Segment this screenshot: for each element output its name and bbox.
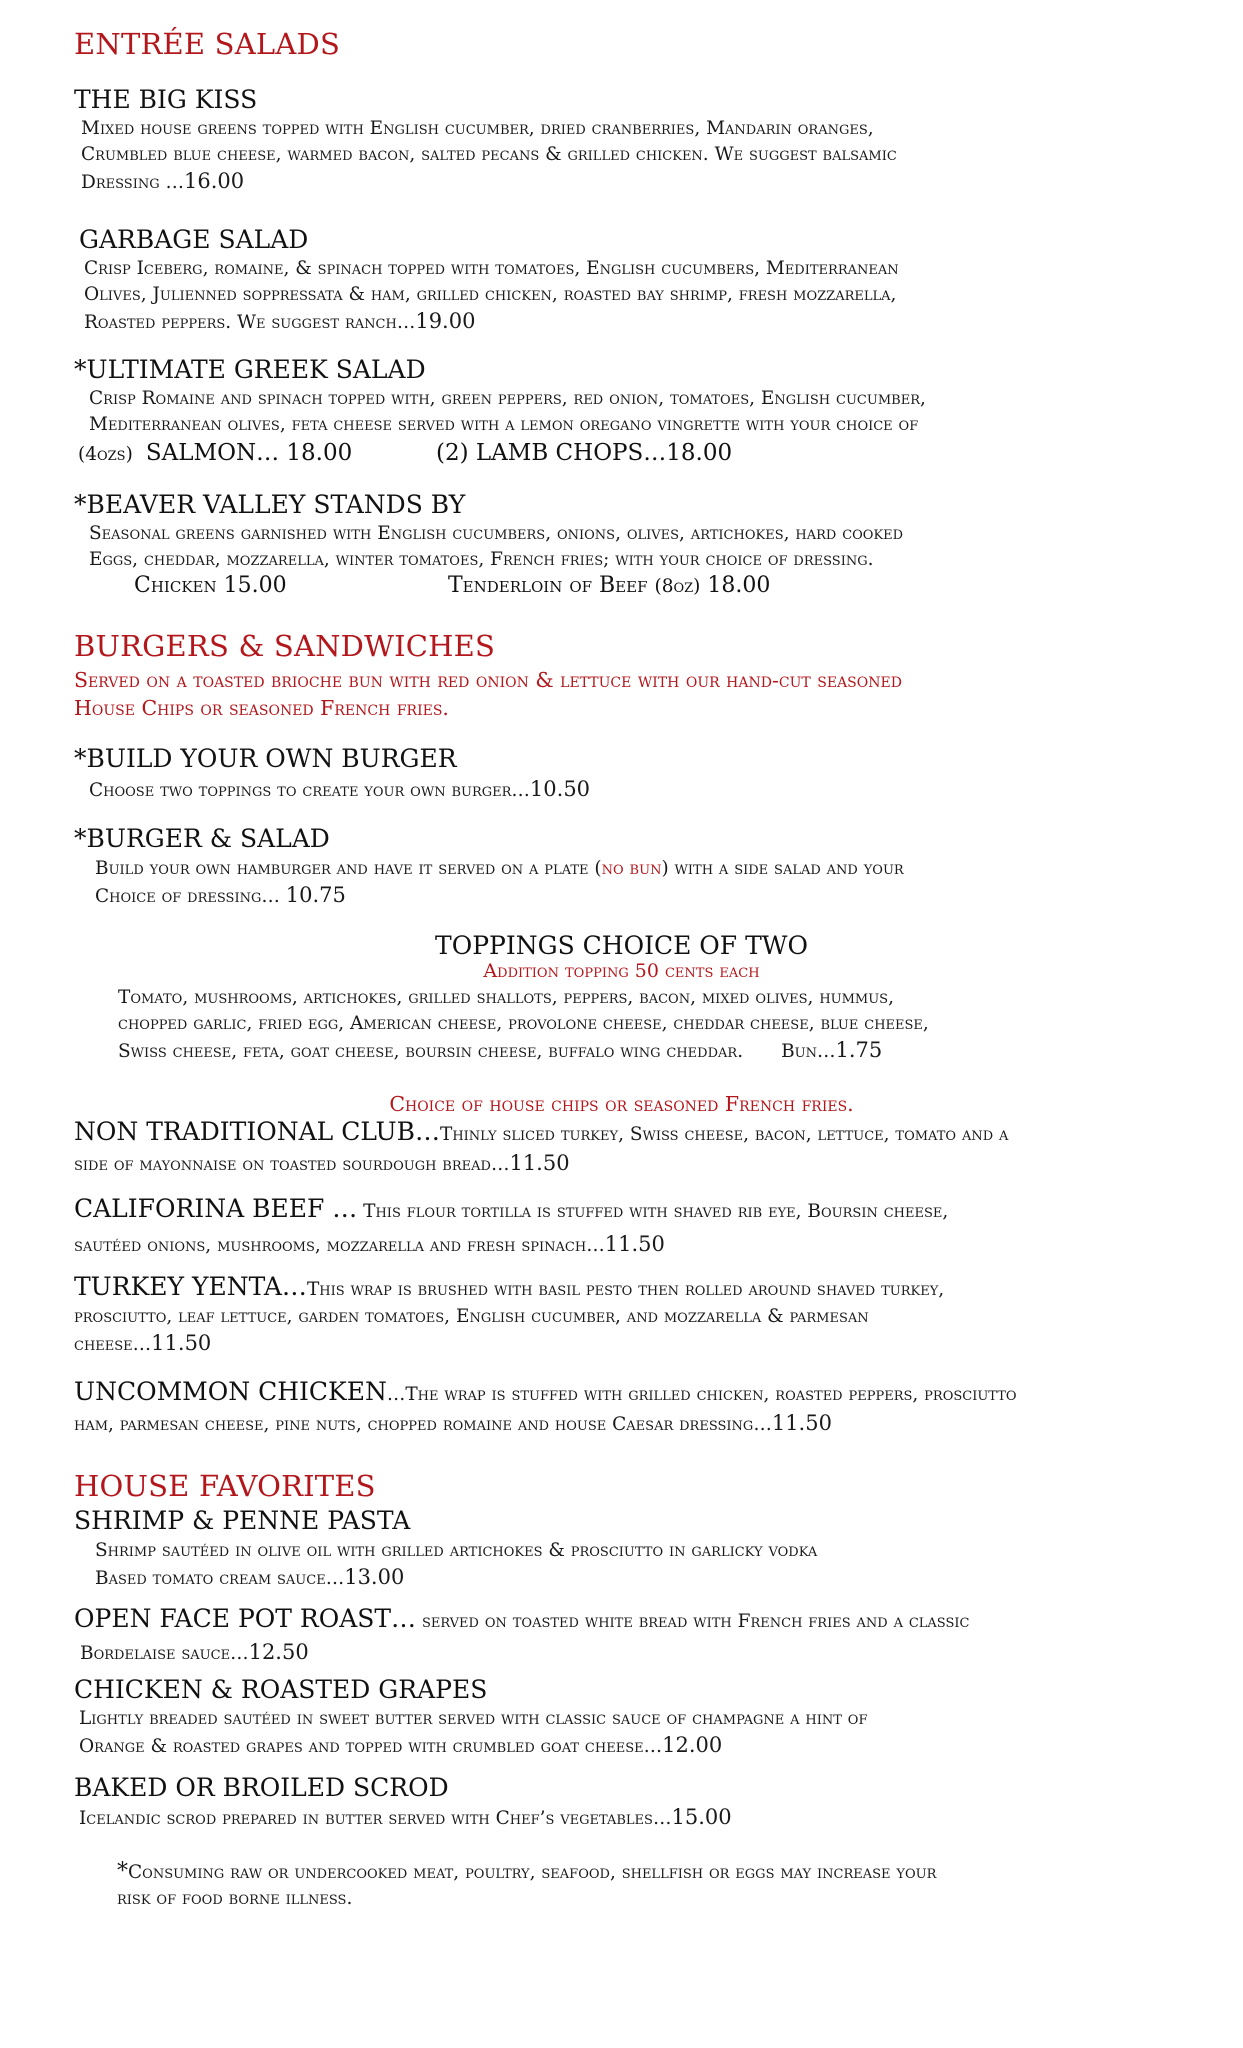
build-burger-description	[89, 776, 590, 804]
beaver-beef-price: 18.00	[707, 573, 771, 598]
scrod-description	[79, 1804, 732, 1832]
house-favorites-heading: HOUSE FAVORITES	[74, 1469, 376, 1503]
entree-salads-heading: ENTRÉE SALADS	[74, 27, 341, 61]
roast-item	[74, 1604, 969, 1669]
beef-line-2: sautéed onions, mushrooms, mozzarella and fresh spinach…	[74, 1235, 605, 1256]
big-kiss-line-1: Mixed house greens topped with English cucumber, dried cranberries, Mandarin oranges,	[81, 118, 874, 139]
club-line-2: side of mayonnaise on toasted sourdough bread…	[74, 1154, 510, 1175]
burgers-intro	[74, 666, 902, 722]
roast-title: OPEN FACE POT ROAST…	[74, 1604, 417, 1633]
yenta-item	[74, 1273, 944, 1358]
build-burger-title: *BUILD YOUR OWN BURGER	[74, 744, 457, 773]
greek-salad-title: *ULTIMATE GREEK SALAD	[74, 355, 426, 384]
scrod-title: BAKED OR BROILED SCROD	[74, 1773, 449, 1802]
grapes-line-2: Orange & roasted grapes and topped with crumbled goat cheese…	[79, 1736, 663, 1757]
build-burger-price: 10.50	[529, 777, 591, 801]
greek-salad-description	[89, 386, 926, 438]
yenta-line-2: prosciutto, leaf lettuce, garden tomatoes, English cucumber, and mozzarella & parmesan	[74, 1306, 869, 1327]
burger-salad-line-1b: ) with a side salad and your	[661, 858, 904, 879]
disclaimer-line-1: Consuming raw or undercooked meat, poultry, seafood, shellfish or eggs may increase your	[128, 1862, 937, 1883]
big-kiss-price: 16.00	[183, 169, 245, 193]
greek-line-1: Crisp Romaine and spinach topped with, green peppers, red onion, tomatoes, English cucumber,	[89, 388, 926, 409]
club-item	[74, 1117, 1008, 1179]
toppings-line-2: chopped garlic, fried egg, American cheese, provolone cheese, cheddar cheese, blue cheese,	[118, 1013, 929, 1034]
burger-salad-line-2: Choice of dressing…	[95, 886, 286, 907]
greek-salmon-qty: (4ozs)	[78, 444, 133, 465]
greek-line-2: Mediterranean olives, feta cheese served with a lemon oregano vingrette with your choice of	[89, 414, 919, 435]
beaver-beef-name: Tenderloin of Beef	[448, 573, 648, 598]
beaver-chicken-option: Chicken 15.00	[134, 573, 287, 598]
scrod-price: 15.00	[671, 1805, 732, 1829]
big-kiss-line-3: Dressing …	[81, 172, 184, 193]
big-kiss-title: THE BIG KISS	[74, 85, 258, 114]
big-kiss-line-2: Crumbled blue cheese, warmed bacon, salted pecans & grilled chicken. We suggest balsamic	[81, 144, 897, 165]
penne-description	[95, 1538, 817, 1592]
burger-salad-price: 10.75	[285, 883, 346, 907]
greek-lamb-option: (2) LAMB CHOPS…18.00	[436, 440, 733, 466]
yenta-price: 11.50	[151, 1331, 212, 1355]
grapes-line-1: Lightly breaded sautéed in sweet butter served with classic sauce of champagne a hint of	[79, 1708, 868, 1729]
uncommon-title: UNCOMMON CHICKEN	[74, 1377, 387, 1406]
beaver-beef-qty: (8oz)	[654, 576, 701, 597]
big-kiss-description	[81, 116, 897, 196]
disclaimer-star: *	[117, 1859, 128, 1884]
club-title: NON TRADITIONAL CLUB…	[74, 1117, 440, 1146]
bun-price: 1.75	[835, 1038, 883, 1062]
uncommon-price: 11.50	[771, 1411, 832, 1435]
scrod-line: Icelandic scrod prepared in butter served with Chef’s vegetables…	[79, 1808, 672, 1829]
burgers-intro-line-1: Served on a toasted brioche bun with red onion & lettuce with our hand-cut seasoned	[74, 668, 902, 692]
club-line-1: Thinly sliced turkey, Swiss cheese, bacon, lettuce, tomato and a	[440, 1124, 1009, 1145]
yenta-line-1: This wrap is brushed with basil pesto then rolled around shaved turkey,	[306, 1279, 945, 1300]
bun-label: Bun…	[781, 1041, 836, 1062]
beef-price: 11.50	[604, 1232, 665, 1256]
penne-price: 13.00	[344, 1565, 405, 1589]
uncommon-item	[74, 1377, 1017, 1439]
disclaimer	[117, 1859, 936, 1912]
greek-salmon-price: SALMON… 18.00	[145, 440, 353, 466]
beaver-line-1: Seasonal greens garnished with English cucumbers, onions, olives, artichokes, hard cooked	[89, 523, 904, 544]
beef-line-1: This flour tortilla is stuffed with shaved rib eye, Boursin cheese,	[357, 1201, 949, 1222]
disclaimer-line-2: risk of food borne illness.	[117, 1888, 353, 1909]
penne-line-2: Based tomato cream sauce…	[95, 1568, 345, 1589]
grapes-description	[79, 1706, 867, 1760]
no-bun-note: no bun	[601, 858, 662, 879]
beaver-line-2: Eggs, cheddar, mozzarella, winter tomatoes, French fries; with your choice of dressing.	[89, 549, 874, 570]
penne-title: SHRIMP & PENNE PASTA	[74, 1506, 411, 1535]
garbage-salad-description	[84, 256, 899, 336]
toppings-line-1: Tomato, mushrooms, artichokes, grilled shallots, peppers, bacon, mixed olives, hummus,	[118, 987, 894, 1008]
beaver-valley-description	[89, 521, 903, 573]
yenta-line-3: cheese…	[74, 1334, 152, 1355]
garbage-line-2: Olives, Julienned soppressata & ham, grilled chicken, roasted bay shrimp, fresh mozzarella,	[84, 284, 897, 305]
roast-line-2: Bordelaise sauce…	[80, 1643, 249, 1664]
beaver-beef-option	[448, 573, 770, 598]
grapes-title: CHICKEN & ROASTED GRAPES	[74, 1675, 488, 1704]
greek-salmon-option	[78, 440, 352, 466]
roast-line-1: served on toasted white bread with French fries and a classic	[416, 1611, 970, 1632]
build-burger-line: Choose two toppings to create your own burger…	[89, 780, 530, 801]
burger-salad-description	[95, 856, 904, 910]
yenta-title: TURKEY YENTA…	[74, 1272, 307, 1301]
toppings-line-3: Swiss cheese, feta, goat cheese, boursin cheese, buffalo wing cheddar.	[118, 1041, 744, 1062]
beef-title: CALIFORINA BEEF …	[74, 1194, 358, 1223]
garbage-line-1: Crisp Iceberg, romaine, & spinach topped with tomatoes, English cucumbers, Mediterranean	[84, 258, 899, 279]
uncommon-line-2: ham, parmesan cheese, pine nuts, chopped romaine and house Caesar dressing…	[74, 1414, 772, 1435]
uncommon-line-1: …The wrap is stuffed with grilled chicken, roasted peppers, prosciutto	[386, 1384, 1017, 1405]
burgers-intro-line-2: House Chips or seasoned French fries.	[74, 696, 449, 720]
club-price: 11.50	[509, 1151, 570, 1175]
toppings-subtitle: Addition topping 50 cents each	[483, 960, 760, 982]
toppings-list	[118, 985, 929, 1065]
burger-salad-title: *BURGER & SALAD	[74, 824, 330, 853]
garbage-line-3: Roasted peppers. We suggest ranch…	[84, 312, 416, 333]
garbage-price: 19.00	[415, 309, 476, 333]
penne-line-1: Shrimp sautéed in olive oil with grilled artichokes & prosciutto in garlicky vodka	[95, 1540, 818, 1561]
burger-salad-line-1a: Build your own hamburger and have it served on a plate (	[95, 858, 602, 879]
toppings-title: TOPPINGS CHOICE OF TWO	[435, 931, 808, 960]
garbage-salad-title: GARBAGE SALAD	[79, 225, 309, 254]
roast-price: 12.50	[248, 1640, 309, 1664]
burgers-heading: BURGERS & SANDWICHES	[74, 629, 496, 663]
grapes-price: 12.00	[662, 1733, 723, 1757]
beef-item	[74, 1192, 948, 1262]
beaver-valley-title: *BEAVER VALLEY STANDS BY	[74, 490, 466, 519]
chips-note: Choice of house chips or seasoned French fries.	[389, 1092, 854, 1116]
